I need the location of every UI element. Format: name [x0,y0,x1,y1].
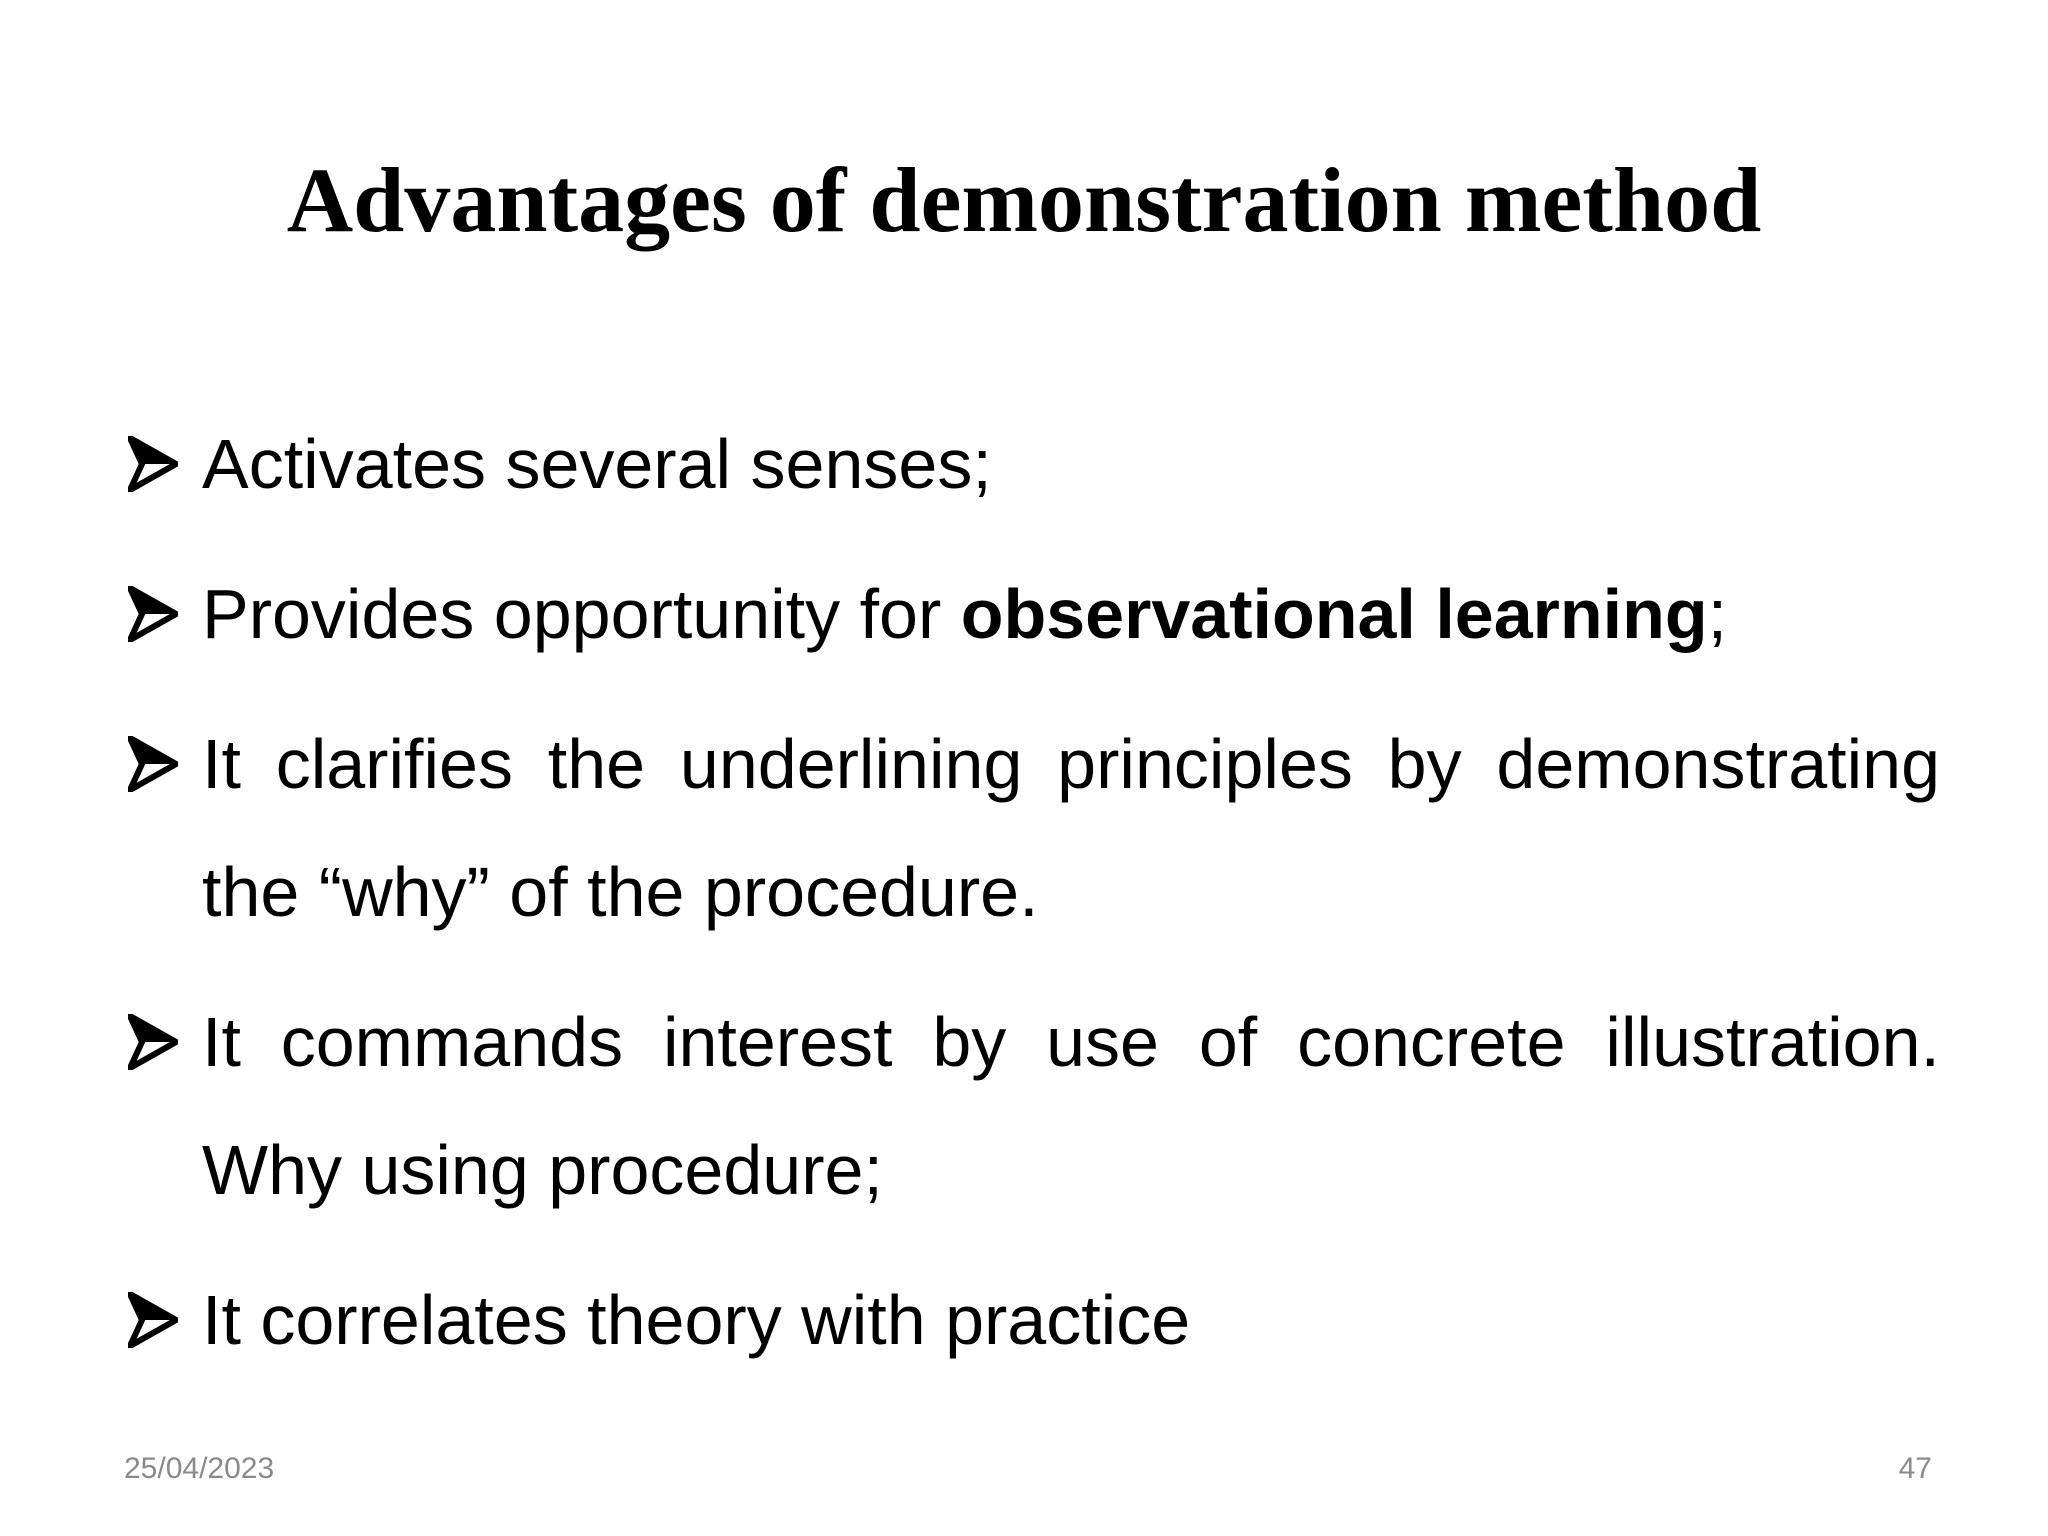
bullet-item [128,550,1940,678]
bullet-text: It correlates theory with practice [202,1281,1191,1359]
bullet-text: It clarifies the underlining principles by demonstrating the “why” of the procedure. [202,725,1940,931]
bullet-text: It commands interest by use of concrete illustration. Why using procedure; [202,1003,1940,1209]
bullet-item [128,1256,1940,1384]
arrowhead-bullet-icon [128,736,178,792]
bullet-item [128,400,1940,528]
bullet-text: Provides opportunity for [202,575,961,653]
page-number: 47 [1898,1452,1932,1485]
arrowhead-bullet-icon [128,1292,178,1348]
arrowhead-bullet-icon [128,436,178,492]
arrowhead-bullet-icon [128,586,178,642]
slide-title: Advantages of demonstration method [286,149,1762,251]
bullet-bold-text: observational learning [960,575,1708,653]
bullet-item [128,978,1940,1234]
bullet-item [128,700,1940,956]
bullet-text-after: ; [1707,575,1728,653]
footer-date: 25/04/2023 [124,1452,275,1485]
bullet-text: Activates several senses; [202,425,992,503]
bullet-list [128,400,1940,1406]
arrowhead-bullet-icon [128,1014,178,1070]
